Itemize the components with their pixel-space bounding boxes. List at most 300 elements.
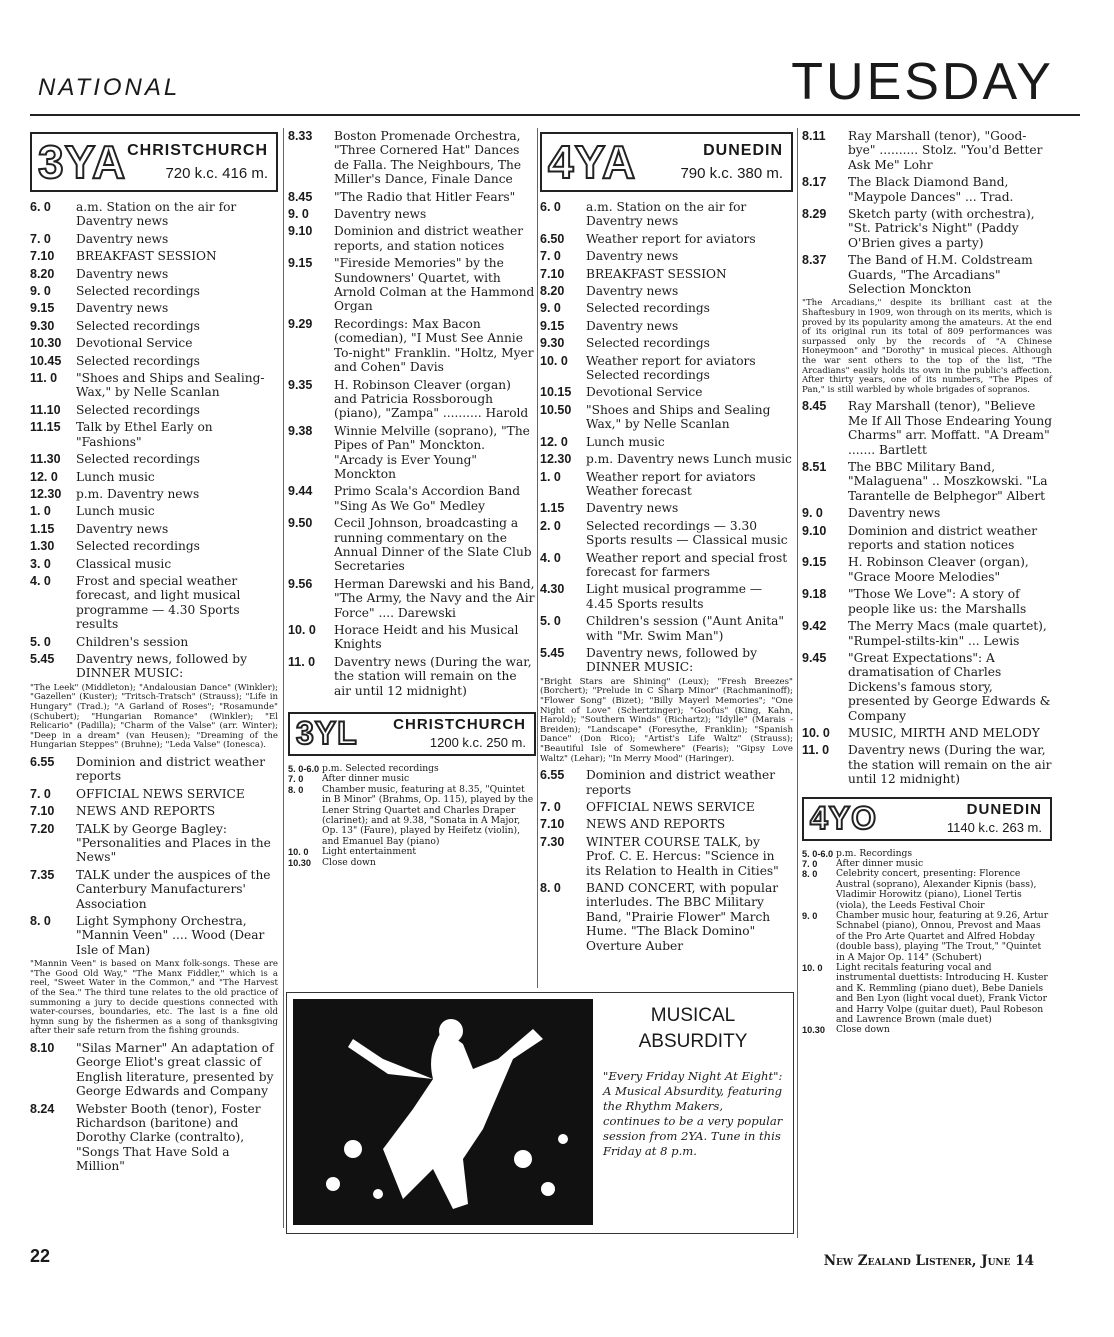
programme-time: 7.10	[30, 804, 55, 819]
programme-item	[288, 424, 536, 482]
programme-time: 6.55	[540, 768, 565, 783]
programme-item	[540, 800, 793, 814]
programme-item	[288, 378, 536, 421]
programme-list	[540, 200, 793, 953]
programme-time: 9.29	[288, 316, 313, 331]
programme-time: 11. 0	[802, 743, 830, 758]
programme-item	[540, 501, 793, 515]
programme-time: 4. 0	[30, 573, 51, 588]
programme-item	[802, 175, 1052, 204]
programme-description: Talk by Ethel Early on "Fashions"	[76, 420, 213, 449]
programme-time: 10.50	[540, 402, 572, 417]
programme-description: The BBC Military Band, "Malaguena" .. Moszkowski. "La Tarantelle de Belphegor" Albert	[848, 460, 1048, 503]
programme-description: Daventry news	[586, 284, 679, 299]
programme-item	[30, 822, 278, 865]
programme-description: The Band of H.M. Coldstream Guards, "The Arcadians" Selection Monckton	[848, 253, 1033, 297]
programme-item	[30, 470, 278, 484]
programme-list	[802, 129, 1052, 787]
programme-time: 6. 0	[30, 200, 51, 214]
programme-item	[288, 577, 536, 620]
programme-description: Children's session ("Aunt Anita" with "Mr. Swim Man")	[586, 614, 785, 643]
programme-description: Daventry news	[586, 249, 679, 264]
programme-note: "Mannin Veen" is based on Manx folk-songs. These are "The Good Old Way," "The Manx Fiddler," which is a reel, "Sweet Water in the Common," and "The Harvest of the Sea." The third tune relates to the old practice of summoning a jury to decide questions connected with water-courses, boundaries, etc. The last is a fine old hymn sung by the fishermen as a song of thanksgiving after their safe return from the fishing grounds.	[30, 959, 278, 1037]
programme-time: 8.45	[802, 399, 827, 414]
programme-description: "Fireside Memories" by the Sundowners' Quartet, with Arnold Colman at the Hammond Organ	[334, 256, 535, 314]
programme-item	[540, 614, 793, 643]
programme-description: p.m. Daventry news Lunch music	[586, 452, 792, 467]
programme-description: Light recitals featuring vocal and instrumental duettists: Introducing H. Kuster and K. Remmling (piano duet), Bebe Daniels and Ben Lyon (light vocal duet), Frank Victor and Harry Volpe (guitar duet), Paul Robeson and Lawrence Brown (male duet)	[836, 962, 1048, 1026]
programme-description: Classical music	[76, 556, 172, 571]
programme-time: 9. 0	[30, 284, 51, 299]
programme-time: 10. 0	[540, 353, 568, 368]
programme-item	[288, 317, 536, 375]
programme-description: Light musical programme — 4.45 Sports results	[586, 582, 763, 611]
programme-item	[30, 755, 278, 784]
programme-time: 9.30	[30, 318, 55, 333]
programme-description: Horace Heidt and his Musical Knights	[334, 623, 519, 652]
station-city: DUNEDIN	[966, 800, 1042, 818]
programme-item	[288, 256, 536, 314]
programme-note: "Bright Stars are Shining" (Leux); "Fresh Breezes" (Borchert); "Prelude in C Sharp Minor" (Rachmaninoff); "Flower Song" (Bizet); "Billy Mayerl Memories"; "One Night of Love" (Schertzinger); "Goofus" (King, Kahn, Harold); "Southern Winds" (Richartz); "Idylle" (Marais - Breiden); "Landscape" (Foresythe, Franklin); "Spanish Dance" (Don Rico); "Artist's Life Waltz" (Strauss); "Beautiful Isle of Somewhere" (Fearis); "Gipsy Love Waltz" (Lehar); "In Merry Mood" (Haringer).	[540, 676, 793, 764]
feature-title: ABSURDITY	[638, 1031, 748, 1052]
programme-item	[802, 963, 1052, 1025]
programme-description: The Merry Macs (male quartet), "Rumpel-stilts-kin" ... Lewis	[848, 619, 1047, 648]
programme-description: Selected recordings	[586, 301, 710, 316]
programme-item	[540, 249, 793, 263]
programme-time: 11. 0	[288, 654, 316, 669]
section-label: NATIONAL	[38, 74, 181, 101]
programme-item	[540, 646, 793, 675]
programme-time: 7. 0	[30, 786, 51, 801]
programme-description: Selected recordings	[76, 318, 200, 333]
programme-list	[802, 849, 1052, 1036]
programme-item	[288, 129, 536, 187]
programme-item	[30, 452, 278, 466]
programme-time: 8.33	[288, 129, 313, 143]
programme-description: Webster Booth (tenor), Foster Richardson (baritone) and Dorothy Clarke (contralto), "Songs That Have Sold a Million"	[76, 1101, 261, 1174]
programme-time: 5. 0-6.0	[288, 764, 320, 775]
programme-item	[802, 651, 1052, 723]
programme-description: Daventry news	[586, 318, 679, 333]
programme-time: 12.30	[30, 486, 62, 501]
programme-time: 8. 0	[30, 914, 51, 928]
programme-time: 4.30	[540, 582, 565, 597]
programme-description: "Great Expectations": A dramatisation of Charles Dickens's famous story, presented by George Edwards & Company	[848, 650, 1051, 723]
programme-time: 8.45	[288, 189, 313, 204]
programme-description: Weather report for aviators Weather forecast	[586, 469, 756, 498]
programme-description: "Those We Love": A story of people like us: the Marshalls	[848, 587, 1027, 616]
programme-item	[802, 911, 1052, 963]
programme-item	[802, 460, 1052, 503]
programme-item	[540, 582, 793, 611]
programme-item	[802, 555, 1052, 584]
programme-item	[30, 371, 278, 400]
programme-item	[288, 516, 536, 574]
programme-time: 7. 0	[288, 774, 304, 785]
programme-description: Close down	[322, 856, 376, 868]
programme-time: 8. 0	[802, 869, 818, 880]
programme-description: "Shoes and Ships and Sealing-Wax," by Nelle Scanlan	[76, 371, 265, 400]
station-box-4ya	[540, 132, 793, 192]
station-call-sign: 4YO	[810, 799, 878, 836]
programme-item	[540, 470, 793, 499]
feature-box	[286, 992, 794, 1234]
programme-item	[288, 224, 536, 253]
programme-list	[288, 764, 536, 868]
column-4ya	[540, 128, 793, 956]
programme-description: WINTER COURSE TALK, by Prof. C. E. Hercus: "Science in its Relation to Health in Cities"	[586, 834, 779, 878]
programme-item	[288, 858, 536, 868]
programme-item	[30, 284, 278, 298]
programme-item	[540, 200, 793, 229]
programme-time: 7.20	[30, 821, 55, 836]
programme-description: Chamber music, featuring at 8.35, "Quintet in B Minor" (Brahms, Op. 115), played by the Lener String Quartet and Charles Draper (clarinet); and at 9.38, "Sonata in A Major, Op. 13" (Faure), played by Heifetz (violin), and Emanuel Bay (piano)	[322, 783, 534, 847]
programme-item	[802, 1025, 1052, 1035]
programme-time: 11.30	[30, 452, 61, 467]
programme-time: 8.24	[30, 1101, 55, 1116]
programme-time: 10.45	[30, 353, 62, 368]
programme-description: MUSIC, MIRTH AND MELODY	[848, 725, 1040, 740]
programme-time: 9.10	[802, 523, 827, 538]
programme-item	[30, 652, 278, 681]
programme-item	[288, 190, 536, 204]
programme-item	[30, 200, 278, 229]
programme-time: 10. 0	[288, 623, 316, 637]
programme-time: 5.45	[30, 651, 55, 666]
programme-description: Weather report for aviators	[586, 231, 756, 246]
programme-time: 9.15	[540, 318, 565, 333]
programme-item	[802, 399, 1052, 457]
programme-description: p.m. Recordings	[836, 847, 913, 859]
programme-description: Light entertainment	[322, 846, 417, 858]
programme-item	[288, 207, 536, 221]
programme-description: Selected recordings	[76, 353, 200, 368]
programme-description: "Silas Marner" An adaptation of George Eliot's great classic of English literature, presented by George Edwards and Company	[76, 1040, 274, 1099]
programme-item	[540, 301, 793, 315]
programme-description: BREAKFAST SESSION	[76, 249, 217, 264]
programme-time: 10. 0	[802, 725, 830, 740]
programme-item	[30, 336, 278, 350]
station-frequency: 790 k.c. 380 m.	[680, 165, 783, 182]
programme-description: Primo Scala's Accordion Band "Sing As We Go" Medley	[334, 484, 521, 513]
programme-description: Daventry news	[76, 521, 169, 536]
programme-time: 6.55	[30, 754, 55, 769]
programme-description: Dominion and district weather reports	[76, 754, 266, 784]
programme-time: 5. 0-6.0	[802, 848, 834, 859]
programme-time: 7.10	[540, 817, 565, 832]
station-city: CHRISTCHURCH	[127, 142, 268, 159]
programme-description: a.m. Station on the air for Daventry news	[76, 200, 237, 229]
feature-text	[603, 1003, 783, 1159]
programme-description: Selected recordings	[76, 539, 200, 554]
programme-description: Selected recordings	[76, 284, 200, 299]
programme-description: Dominion and district weather reports and station notices	[848, 523, 1038, 553]
programme-description: Weather report and special frost forecast for farmers	[586, 550, 788, 579]
programme-item	[288, 785, 536, 847]
programme-description: Sketch party (with orchestra), "St. Patrick's Night" (Paddy O'Brien gives a party)	[848, 207, 1035, 250]
programme-item	[288, 655, 536, 698]
column-4ya-continued	[802, 128, 1052, 1036]
header-rule	[30, 114, 1080, 116]
programme-item	[540, 354, 793, 383]
column-3ya	[30, 128, 278, 1177]
programme-item	[540, 403, 793, 432]
programme-description: "The Radio that Hitler Fears"	[334, 189, 516, 204]
page-number: 22	[30, 1246, 51, 1266]
programme-time: 3. 0	[30, 556, 51, 571]
programme-item	[540, 519, 793, 548]
programme-item	[802, 506, 1052, 520]
programme-item	[540, 336, 793, 350]
programme-item	[540, 267, 793, 281]
programme-item	[30, 787, 278, 801]
feature-body: "Every Friday Night At Eight": A Musical Absurdity, featuring the Rhythm Makers, continues to be a very popular session from 2YA. Tune in this Friday at 8 p.m.	[603, 1069, 783, 1158]
programme-time: 12. 0	[540, 434, 568, 449]
station-call-sign: 4YA	[548, 136, 637, 188]
day-heading: TUESDAY	[791, 53, 1054, 111]
programme-description: Daventry news, followed by DINNER MUSIC:	[586, 645, 757, 675]
programme-description: The Black Diamond Band, "Maypole Dances" ... Trad.	[848, 175, 1014, 204]
programme-item	[540, 817, 793, 831]
programme-description: Selected recordings — 3.30 Sports results — Classical music	[586, 518, 788, 548]
programme-description: Ray Marshall (tenor), "Good-bye" .......... Stolz. "You'd Better Ask Me" Lohr	[848, 129, 1043, 172]
programme-description: Winnie Melville (soprano), "The Pipes of Pan" Monckton. "Arcady is Ever Young" Monckton	[334, 423, 530, 481]
programme-time: 8.51	[802, 460, 827, 475]
programme-time: 11. 0	[30, 371, 58, 386]
programme-description: Daventry news (During the war, the station will remain on the air until 12 midnight)	[848, 743, 1052, 787]
programme-item	[802, 524, 1052, 553]
programme-item	[30, 574, 278, 632]
programme-item	[802, 726, 1052, 740]
masthead: New Zealand Listener, June 14	[823, 1253, 1034, 1269]
programme-item	[30, 319, 278, 333]
programme-description: Lunch music	[76, 469, 155, 484]
programme-time: 9.35	[288, 377, 313, 392]
programme-item	[30, 1041, 278, 1099]
programme-description: "Shoes and Ships and Sealing Wax," by Nelle Scanlan	[586, 402, 771, 432]
programme-time: 5. 0	[540, 614, 561, 629]
programme-item	[802, 743, 1052, 786]
programme-description: Recordings: Max Bacon (comedian), "I Must See Annie To-night" Franklin. "Holtz, Myer and Cohen" Davis	[334, 316, 534, 375]
programme-description: OFFICIAL NEWS SERVICE	[586, 799, 755, 814]
programme-time: 4. 0	[540, 550, 561, 565]
programme-description: Daventry news	[76, 301, 169, 316]
programme-time: 8.20	[30, 266, 55, 281]
programme-description: a.m. Station on the air for Daventry news	[586, 200, 747, 229]
programme-time: 8. 0	[288, 784, 304, 795]
programme-time: 7.10	[540, 266, 565, 281]
programme-item	[30, 249, 278, 263]
programme-time: 11.10	[30, 402, 61, 417]
programme-time: 12.30	[540, 452, 572, 467]
programme-description: BREAKFAST SESSION	[586, 266, 727, 281]
programme-description: TALK by George Bagley: "Personalities and Places in the News"	[76, 821, 271, 865]
column-3ya-continued	[288, 128, 536, 868]
programme-description: Daventry news	[76, 266, 169, 281]
station-frequency: 720 k.c. 416 m.	[165, 165, 268, 182]
programme-item	[540, 232, 793, 246]
station-frequency: 1200 k.c. 250 m.	[429, 735, 526, 751]
station-call-sign: 3YA	[38, 136, 127, 188]
programme-description: Daventry news, followed by DINNER MUSIC:	[76, 651, 247, 681]
programme-description: p.m. Selected recordings	[322, 763, 439, 775]
programme-time: 10. 0	[802, 963, 823, 974]
programme-description: Devotional Service	[586, 385, 703, 400]
programme-item	[802, 207, 1052, 250]
programme-description: Dominion and district weather reports, and station notices	[334, 224, 524, 253]
programme-item	[802, 587, 1052, 616]
programme-item	[30, 539, 278, 553]
programme-note: "The Leek" (Middleton); "Andalousian Dance" (Winkler); "Gazellen" (Kuster); "Tritsch-Tratsch" (Strauss); "Life in Hungary" (Trad.); "A Garland of Roses"; "Rosamunde" (Schubert); "Hungarian Romance" (Winkler); "El Relicario" (Padilla); "Charm of the Valse" (arr. Winter); "Deep in a dream" (van Heusen); "Dreaming of the Hungarian Steppes" (Bruhne); "Leda Valse" (Ionesca).	[30, 682, 278, 751]
programme-time: 9.15	[802, 555, 827, 570]
programme-time: 1.15	[30, 521, 55, 536]
programme-item	[802, 619, 1052, 648]
programme-time: 5.45	[540, 645, 565, 660]
programme-item	[30, 267, 278, 281]
programme-description: After dinner music	[322, 773, 410, 785]
programme-item	[30, 504, 278, 518]
programme-time: 7. 0	[30, 231, 51, 246]
programme-item	[540, 319, 793, 333]
programme-time: 2. 0	[540, 518, 561, 533]
programme-time: 11.15	[30, 420, 61, 435]
programme-time: 1. 0	[540, 469, 561, 484]
programme-time: 6.50	[540, 231, 565, 246]
programme-item	[30, 804, 278, 818]
programme-description: Children's session	[76, 634, 189, 649]
programme-item	[540, 551, 793, 580]
programme-item	[30, 232, 278, 246]
programme-description: Daventry news	[334, 207, 427, 222]
programme-item	[30, 487, 278, 501]
programme-description: TALK under the auspices of the Canterbury Manufacturers' Association	[76, 867, 271, 911]
programme-description: Lunch music	[76, 504, 155, 519]
programme-description: H. Robinson Cleaver (organ) and Patricia Rossborough (piano), "Zampa" .......... Harold	[334, 377, 529, 421]
programme-time: 9.56	[288, 576, 313, 591]
programme-description: Lunch music	[586, 434, 665, 449]
programme-description: Selected recordings	[76, 452, 200, 467]
programme-item	[288, 484, 536, 513]
programme-item	[30, 354, 278, 368]
column-divider	[283, 128, 284, 1228]
programme-time: 9. 0	[802, 506, 823, 521]
programme-time: 5. 0	[30, 634, 51, 649]
programme-item	[30, 301, 278, 315]
programme-time: 10. 0	[288, 847, 309, 858]
programme-time: 10.30	[802, 1025, 825, 1036]
station-box-3ya	[30, 132, 278, 192]
programme-item	[30, 522, 278, 536]
programme-time: 8.20	[540, 284, 565, 299]
column-divider	[537, 128, 538, 988]
programme-note: "The Arcadians," despite its brilliant cast at the Shaftesbury in 1909, won through on its merits, which is proved by its popularity among the amateurs. At the end of its original run its total of 809 performances was surpassed only by the records of "A Chinese Honeymoon" and "Dorothy" in musical pieces. Although the war sent others to the top of the list, "The Arcadians" easily holds its own in the public's affection. After thirty years, one of its numbers, "The Pipes of Pan," is still warbled by whole brigades of sopranos.	[802, 298, 1052, 395]
programme-time: 8.11	[802, 129, 826, 143]
programme-time: 10.15	[540, 385, 572, 400]
programme-time: 7. 0	[540, 799, 561, 814]
programme-item	[288, 623, 536, 652]
programme-item	[30, 403, 278, 417]
programme-time: 8.17	[802, 175, 827, 190]
programme-item	[802, 129, 1052, 172]
programme-item	[540, 385, 793, 399]
programme-time: 1.30	[30, 539, 55, 554]
programme-item	[802, 253, 1052, 296]
programme-description: NEWS AND REPORTS	[76, 804, 216, 819]
programme-time: 1. 0	[30, 504, 51, 519]
programme-item	[30, 1102, 278, 1174]
programme-time: 8.37	[802, 253, 827, 268]
programme-time: 8.29	[802, 207, 827, 222]
programme-item	[540, 835, 793, 878]
programme-time: 1.15	[540, 501, 565, 516]
programme-time: 7.35	[30, 867, 55, 882]
station-frequency: 1140 k.c. 263 m.	[946, 819, 1042, 835]
station-box-3yl	[288, 712, 536, 756]
programme-description: Ray Marshall (tenor), "Believe Me If All Those Endearing Young Charms" arr. Moffatt. "A Dream" ....... Bartlett	[848, 399, 1052, 457]
programme-time: 9.30	[540, 336, 565, 351]
programme-time: 8. 0	[540, 880, 561, 895]
programme-description: Herman Darewski and his Band, "The Army, the Navy and the Air Force" .... Darewski	[334, 576, 535, 620]
programme-time: 7.10	[30, 249, 55, 264]
programme-time: 9. 0	[288, 207, 309, 222]
programme-time: 7. 0	[802, 858, 818, 869]
programme-list	[30, 200, 278, 1174]
programme-description: Celebrity concert, presenting: Florence Austral (soprano), Alexander Kipnis (bass), Vladimir Horowitz (piano), Lionel Tertis (viola), the Leeds Festival Choir	[836, 868, 1037, 911]
programme-description: Close down	[836, 1024, 890, 1036]
programme-item	[802, 869, 1052, 911]
programme-time: 9.15	[288, 256, 313, 271]
programme-description: Daventry news	[586, 501, 679, 516]
programme-description: NEWS AND REPORTS	[586, 817, 726, 832]
programme-item	[30, 557, 278, 571]
programme-time: 9.15	[30, 301, 55, 316]
dancer-illustration	[293, 999, 593, 1225]
programme-time: 6. 0	[540, 200, 561, 214]
programme-description: OFFICIAL NEWS SERVICE	[76, 786, 245, 801]
programme-description: Daventry news	[848, 506, 941, 521]
programme-description: After dinner music	[836, 857, 924, 869]
programme-description: Weather report for aviators Selected recordings	[586, 353, 756, 383]
programme-time: 7. 0	[540, 249, 561, 264]
programme-description: Boston Promenade Orchestra, "Three Cornered Hat" Dances de Falla. The Neighbours, The Miller's Dance, Finale Dance	[334, 129, 522, 187]
programme-time: 12. 0	[30, 469, 58, 484]
programme-time: 9.44	[288, 484, 313, 499]
programme-description: p.m. Daventry news	[76, 486, 200, 501]
station-city: CHRISTCHURCH	[393, 716, 526, 734]
station-city: DUNEDIN	[703, 142, 783, 159]
programme-time: 10.30	[288, 857, 311, 868]
programme-item	[540, 881, 793, 953]
station-box-4yo	[802, 797, 1052, 841]
programme-time: 9.38	[288, 423, 313, 438]
programme-description: Dominion and district weather reports	[586, 768, 776, 797]
programme-time: 9. 0	[802, 911, 818, 921]
programme-time: 7.30	[540, 834, 565, 849]
programme-item	[30, 635, 278, 649]
programme-item	[540, 452, 793, 466]
programme-time: 9.42	[802, 619, 827, 634]
programme-item	[30, 914, 278, 957]
programme-time: 9. 0	[540, 301, 561, 316]
programme-description: Cecil Johnson, broadcasting a running commentary on the Annual Dinner of the Slate Club Secretaries	[334, 516, 532, 574]
programme-description: Frost and special weather forecast, and light musical programme — 4.30 Sports results	[76, 573, 241, 632]
programme-description: Selected recordings	[586, 336, 710, 351]
programme-description: Light Symphony Orchestra, "Mannin Veen" .... Wood (Dear Isle of Man)	[76, 914, 265, 957]
programme-time: 9.18	[802, 587, 827, 602]
programme-item	[540, 435, 793, 449]
column-divider	[797, 128, 798, 1238]
station-call-sign: 3YL	[296, 715, 358, 752]
